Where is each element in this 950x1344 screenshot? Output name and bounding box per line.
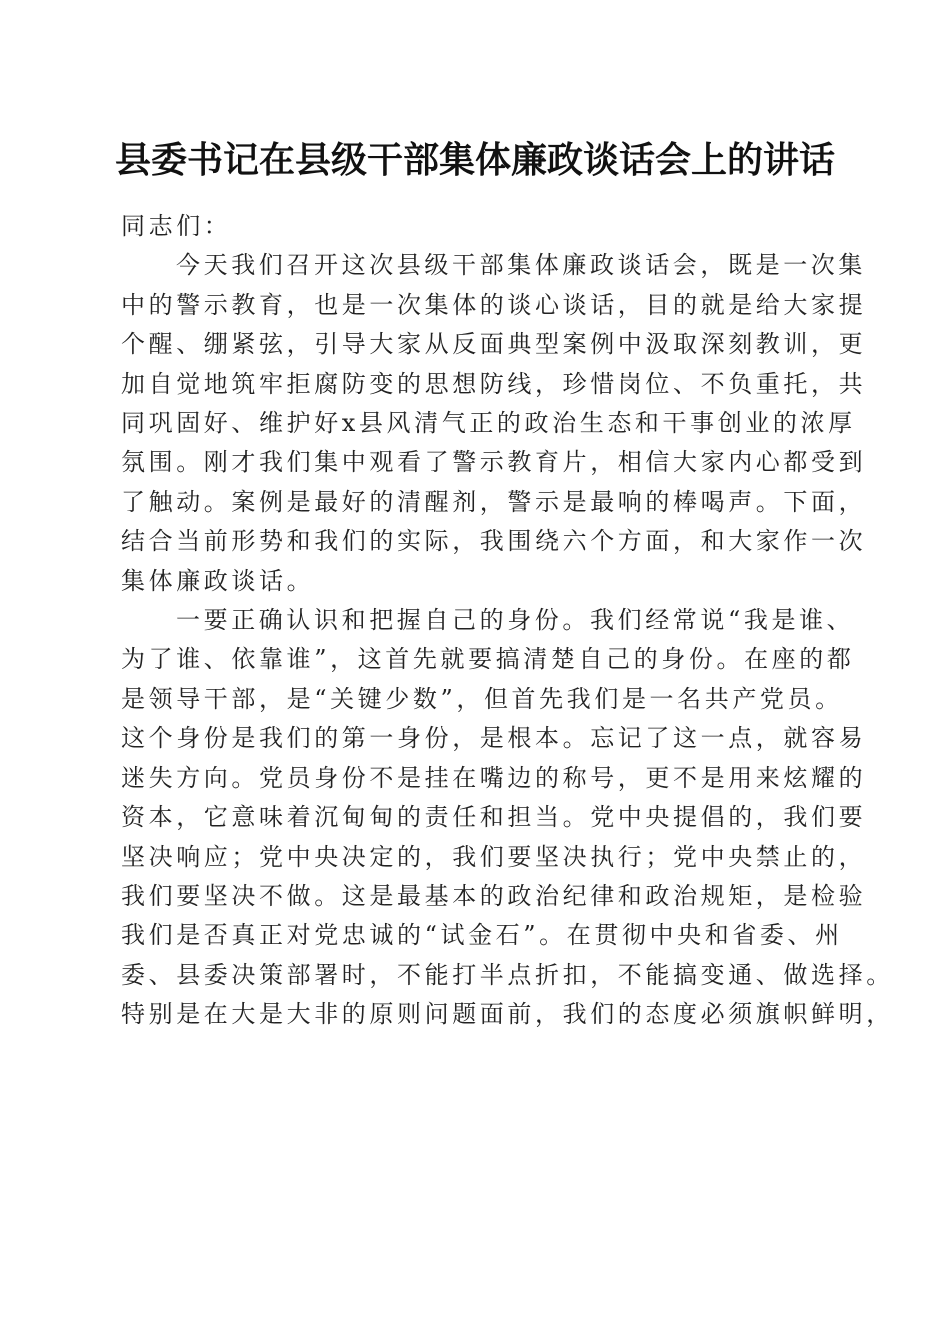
- paragraph-line: 委、县委决策部署时，不能打半点折扣，不能搞变通、做选择。: [121, 960, 894, 989]
- document-title: 县委书记在县级干部集体廉政谈话会上的讲话: [114, 139, 835, 181]
- paragraph-line: 坚决响应；党中央决定的，我们要坚决执行；党中央禁止的，: [121, 842, 867, 871]
- paragraph-line: 中的警示教育，也是一次集体的谈心谈话，目的就是给大家提: [121, 290, 867, 319]
- salutation: 同志们：: [121, 212, 232, 240]
- paragraph-line: 一要正确认识和把握自己的身份。我们经常说“我是谁、: [176, 606, 855, 635]
- paragraph-line: 结合当前形势和我们的实际，我围绕六个方面，和大家作一次: [121, 527, 867, 556]
- paragraph-line: 同巩固好、维护好x县风清气正的政治生态和干事创业的浓厚: [121, 409, 856, 438]
- paragraph-line: 个醒、绷紧弦，引导大家从反面典型案例中汲取深刻教训，更: [121, 330, 867, 359]
- paragraph-line: 是领导干部，是“关键少数”，但首先我们是一名共产党员。: [121, 684, 843, 713]
- paragraph-line: 迷失方向。党员身份不是挂在嘴边的称号，更不是用来炫耀的: [121, 763, 867, 792]
- document-body: [121, 207, 894, 1035]
- paragraph-line: 这个身份是我们的第一身份，是根本。忘记了这一点，就容易: [121, 724, 867, 753]
- paragraph-line: 氛围。刚才我们集中观看了警示教育片，相信大家内心都受到: [121, 448, 867, 477]
- paragraph-line: 特别是在大是大非的原则问题面前，我们的态度必须旗帜鲜明，: [121, 1000, 894, 1029]
- paragraph-line: 资本，它意味着沉甸甸的责任和担当。党中央提倡的，我们要: [121, 803, 867, 832]
- paragraph-line: 了触动。案例是最好的清醒剂，警示是最响的棒喝声。下面，: [121, 487, 867, 516]
- paragraph-line: 加自觉地筑牢拒腐防变的思想防线，珍惜岗位、不负重托，共: [121, 369, 867, 398]
- paragraph-line: 我们要坚决不做。这是最基本的政治纪律和政治规矩，是检验: [121, 881, 867, 910]
- paragraph-line: 集体廉政谈话。: [121, 566, 315, 595]
- paragraph-line: 今天我们召开这次县级干部集体廉政谈话会，既是一次集: [176, 251, 866, 280]
- paragraph-line: 为了谁、依靠谁”，这首先就要搞清楚自己的身份。在座的都: [121, 645, 855, 674]
- paragraph-line: 我们是否真正对党忠诚的“试金石”。在贯彻中央和省委、州: [121, 921, 843, 950]
